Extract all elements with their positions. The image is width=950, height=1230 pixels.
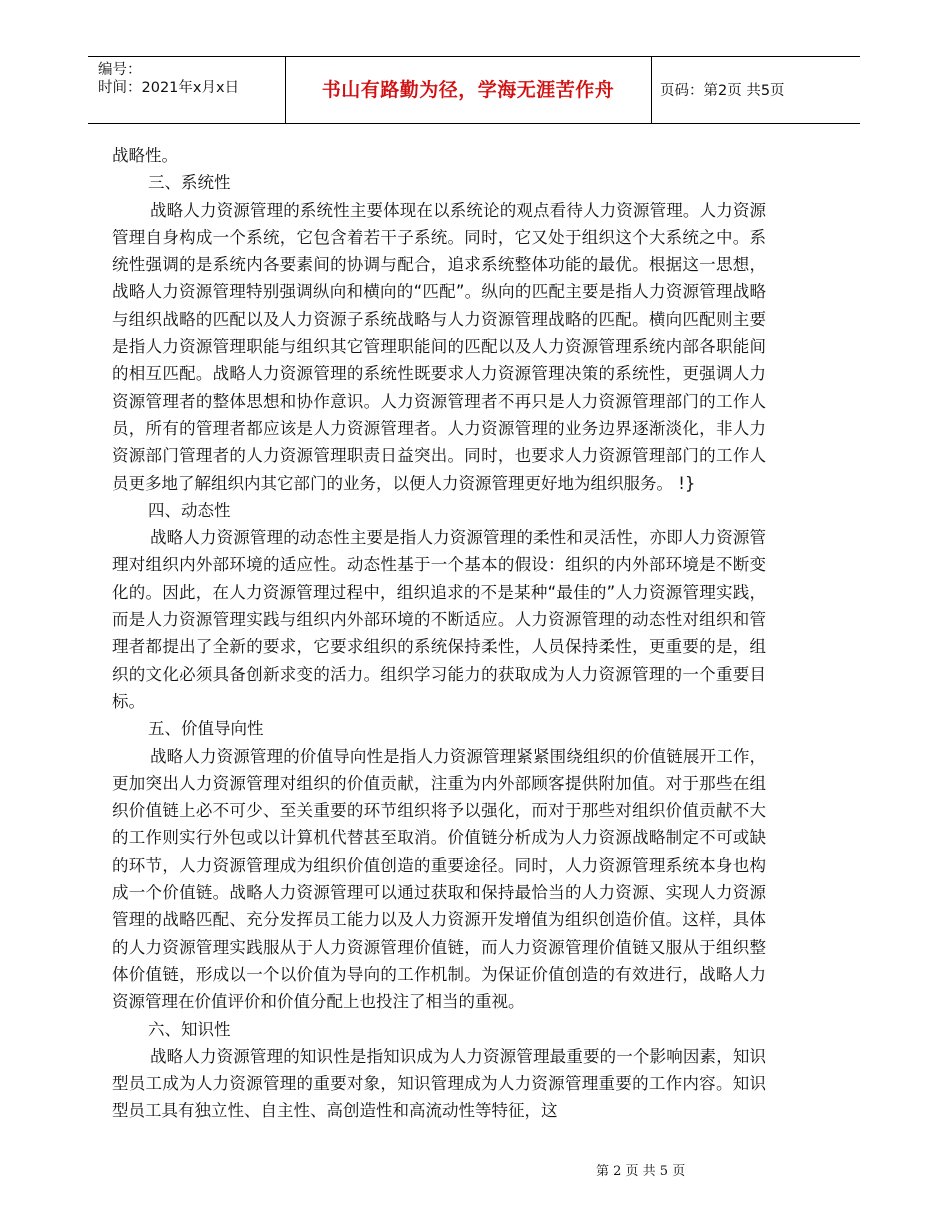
page-header	[88, 56, 860, 124]
date-label: 时间：2021年x月x日	[98, 80, 240, 96]
page-footer: 第 2 页 共 5 页	[596, 1164, 686, 1179]
code-label: 编号：	[98, 62, 142, 78]
section-body-value-oriented: 战略人力资源管理的价值导向性是指人力资源管理紧紧围绕组织的价值链展开工作，更加突出人力资源管理对组织的价值贡献，注重为内外部顾客提供附加值。对于那些在组织价值链上必不可少、至关重要的环节组织将予以强化，而对于那些对组织价值贡献不大的工作则实行外包或以计算机代替甚至取消。价值链分析成为人力资源战略制定不可或缺的环节，人力资源管理成为组织价值创造的重要途径。同时，人力资源管理系统本身也构成一个价值链。战略人力资源管理可以通过获取和保持最恰当的人力资源、实现人力资源管理的战略匹配、充分发挥员工能力以及人力资源开发增值为组织创造价值。这样，具体的人力资源管理实践服从于人力资源管理价值链，而人力资源管理价值链又服从于组织整体价值链，形成以一个以价值为导向的工作机制。为保证价值创造的有效进行，战略人力资源管理在价值评价和价值分配上也投注了相当的重视。	[112, 746, 766, 1012]
document-body	[112, 142, 766, 1125]
section-heading-value-oriented: 五、价值导向性	[148, 719, 264, 739]
section-heading-systematic: 三、系统性	[148, 173, 231, 193]
section-body-dynamic: 战略人力资源管理的动态性主要是指人力资源管理的柔性和灵活性，亦即人力资源管理对组织内外部环境的适应性。动态性基于一个基本的假设：组织的内外部环境是不断变化的。因此，在人力资源管理过程中，组织追求的不是某种“最佳的”人力资源管理实践，而是人力资源管理实践与组织内外部环境的不断适应。人力资源管理的动态性对组织和管理者都提出了全新的要求，它要求组织的系统保持柔性，人员保持柔性，更重要的是，组织的文化必须具备创新求变的活力。组织学习能力的获取成为人力资源管理的一个重要目标。	[112, 528, 766, 711]
intro-text: 战略性。	[112, 146, 178, 165]
section-heading-knowledge: 六、知识性	[148, 1019, 231, 1039]
header-meta	[98, 61, 239, 97]
section-body-systematic: 战略人力资源管理的系统性主要体现在以系统论的观点看待人力资源管理。人力资源管理自身构成一个系统，它包含着若干子系统。同时，它又处于组织这个大系统之中。系统性强调的是系统内各要素间的协调与配合，追求系统整体功能的最优。根据这一思想，战略人力资源管理特别强调纵向和横向的“匹配”。纵向的匹配主要是指人力资源管理战略与组织战略的匹配以及人力资源子系统战略与人力资源管理战略的匹配。横向匹配则主要是指人力资源管理职能与组织其它管理职能间的匹配以及人力资源管理系统内部各职能间的相互匹配。战略人力资源管理的系统性既要求人力资源管理决策的系统性，更强调人力资源管理者的整体思想和协作意识。人力资源管理者不再只是人力资源管理部门的工作人员，所有的管理者都应该是人力资源管理者。人力资源管理的业务边界逐渐淡化，非人力资源部门管理者的人力资源管理职责日益突出。同时，也要求人力资源管理部门的工作人员更多地了解组织内其它部门的业务，以便人力资源管理更好地为组织服务。 !}	[112, 200, 766, 493]
section-body-knowledge: 战略人力资源管理的知识性是指知识成为人力资源管理最重要的一个影响因素，知识型员工成为人力资源管理的重要对象，知识管理成为人力资源管理重要的工作内容。知识型员工具有独立性、自主性、高创造性和高流动性等特征，这	[112, 1046, 766, 1121]
header-divider	[651, 57, 652, 123]
section-heading-dynamic: 四、动态性	[148, 500, 231, 520]
header-motto: 书山有路勤为径，学海无涯苦作舟	[321, 79, 615, 101]
page-indicator: 页码：第2页 共5页	[660, 83, 785, 99]
